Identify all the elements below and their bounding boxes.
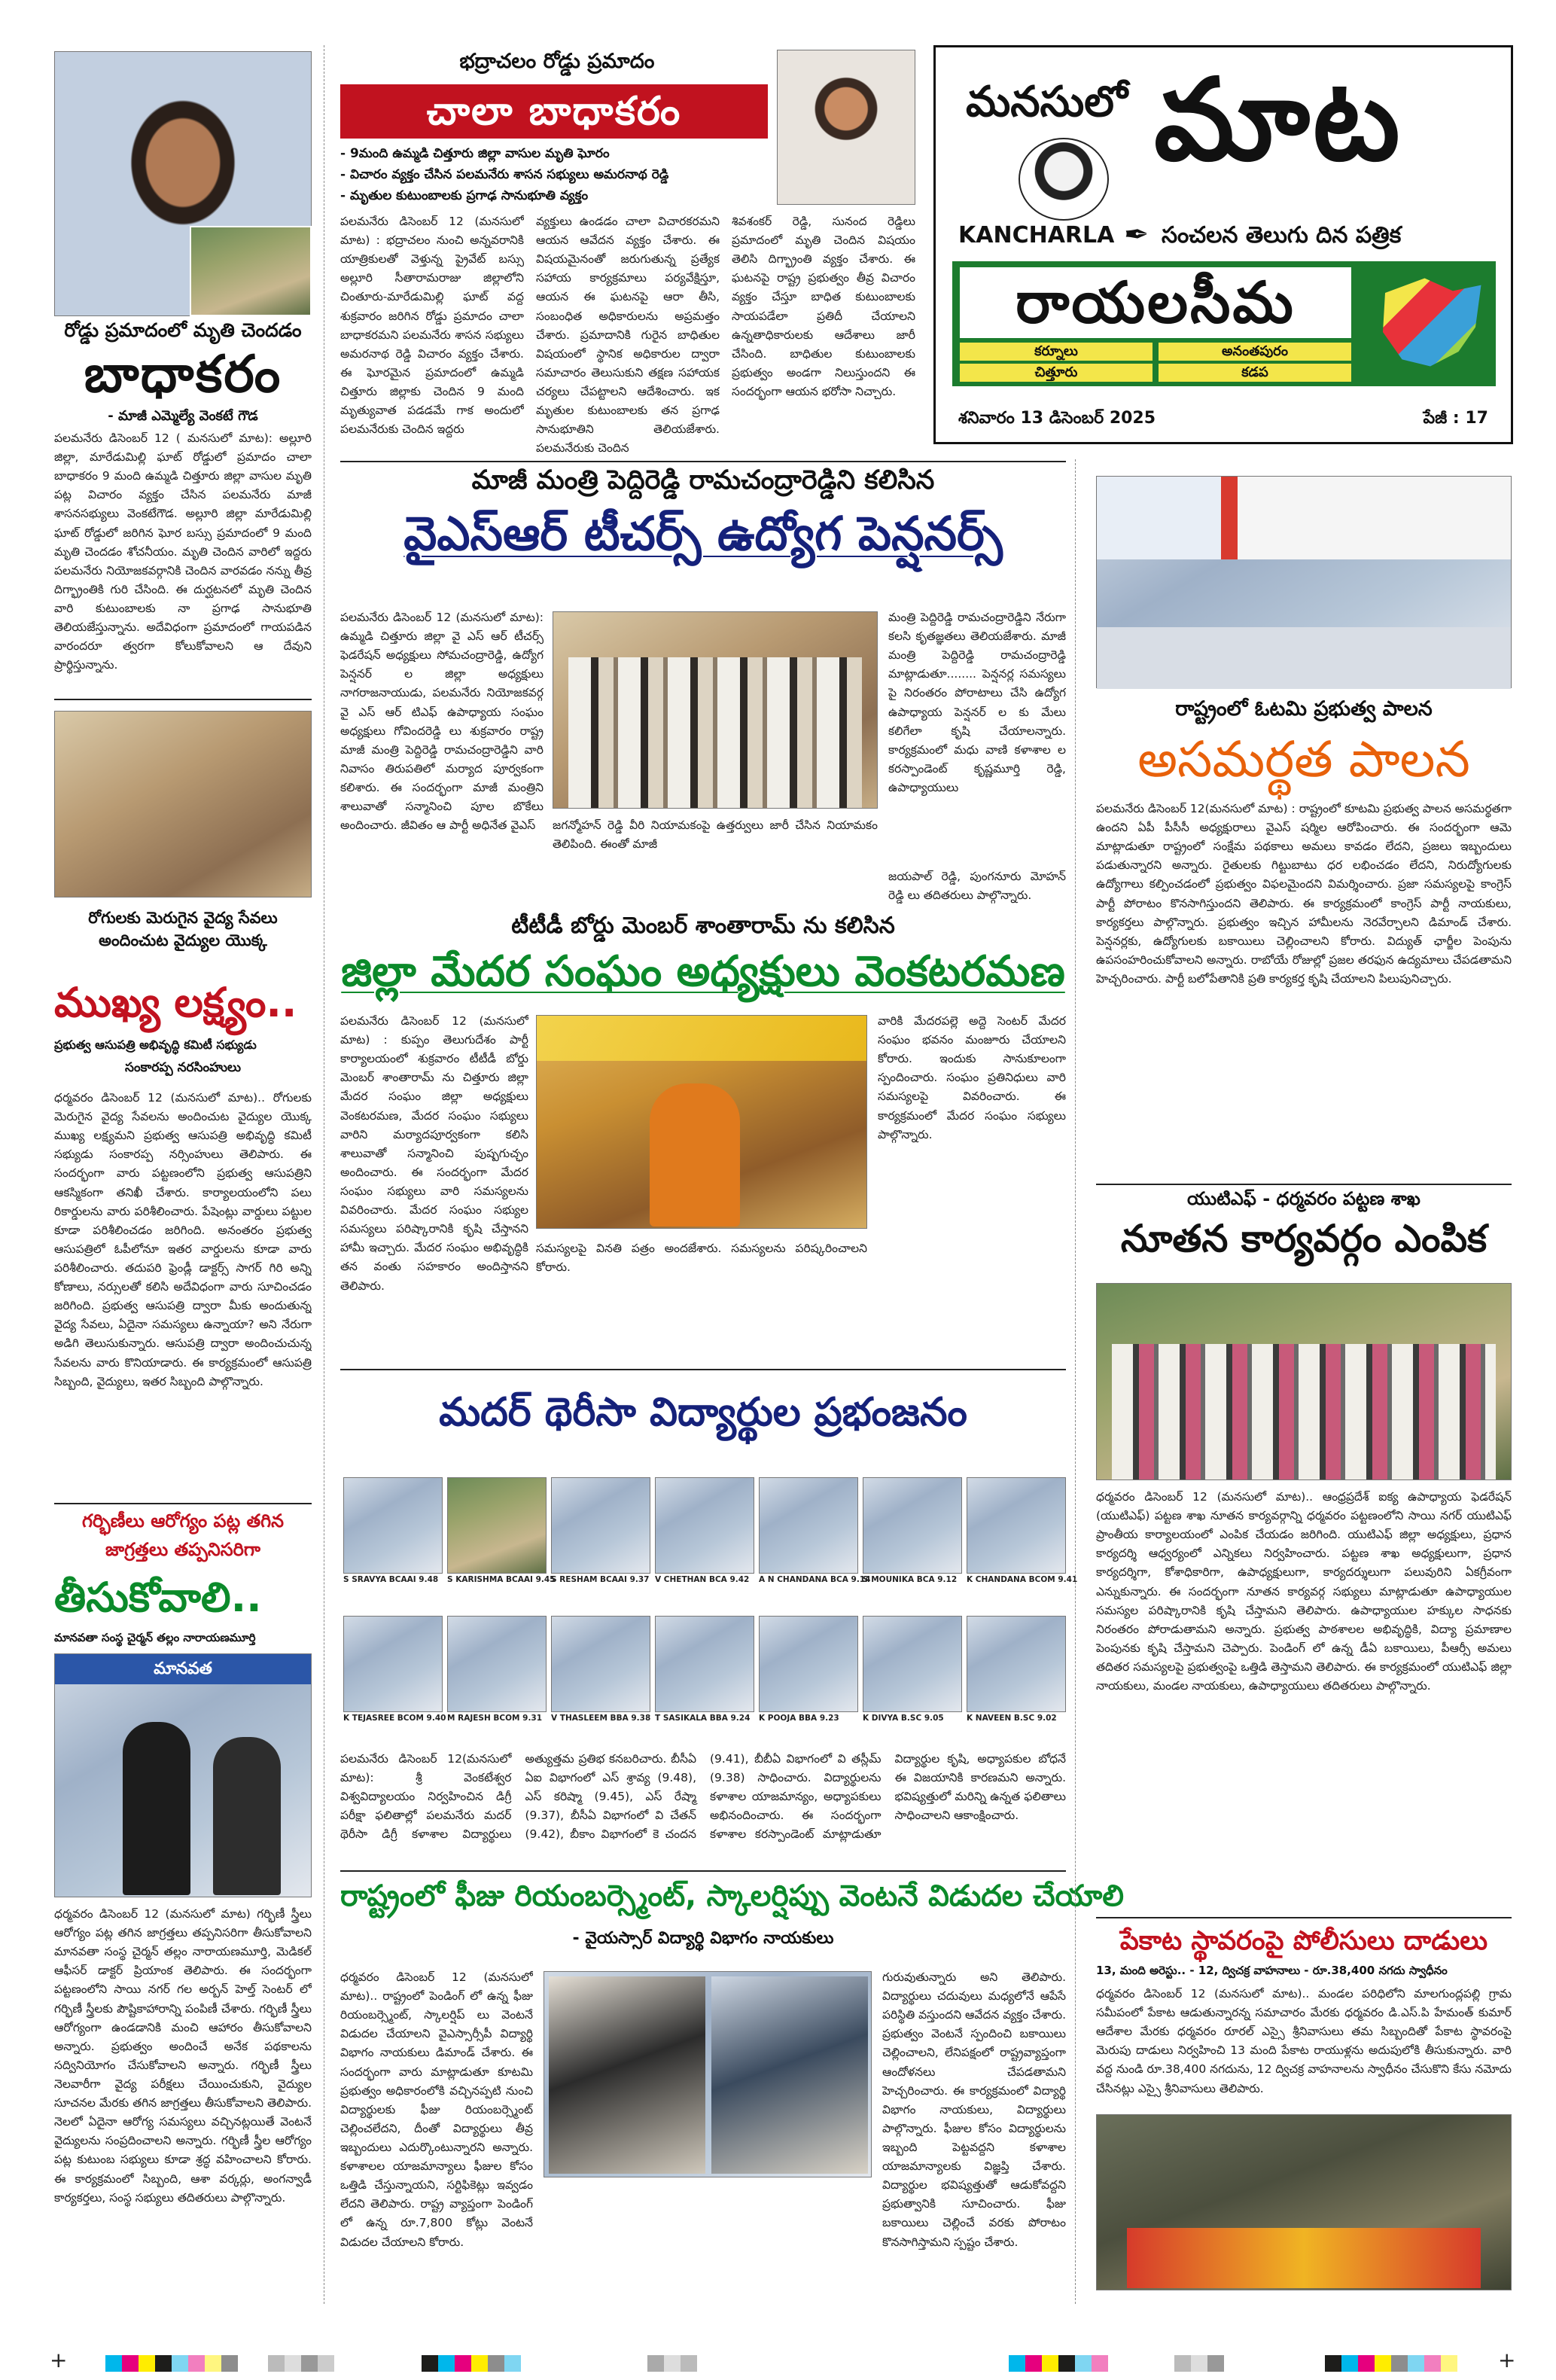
gray-bar-1 xyxy=(268,2355,334,2372)
student-photo xyxy=(343,1616,443,1712)
student-photo xyxy=(863,1477,962,1574)
right-divider-2 xyxy=(1096,1917,1512,1918)
story6-caption: సమస్యలపై వినతి పత్రం అందజేశారు. సమస్యలను పరిష్కరించాలని కోరారు. xyxy=(536,1242,867,1275)
story3-body-right: మంత్రి పెద్దిరెడ్డి రామచంద్రారెడ్డిని నేరుగా కలసి కృతజ్ఞతలు తెలియజేశారు. మాజీ మంత్రి పెద్దిరెడ్డి రామచంద్రారెడ్డి మాట్లాడుతూ........ పెన్షనర్ల సమస్యలు పై నిరంతరం పోరాటాలు చేసి ఉద్యోగ ఉపాధ్యాయ పెన్షనర్ ల కు మేలు కలిగేలా కృషి చేయాలన్నారు. కార్యక్రమంలో మధు వాణి కళాశాల ల కరస్పాండెంట్ కృష్ణమూర్తి రెడ్డి, ఉపాధ్యాయులు xyxy=(888,611,1066,794)
story10-headline: రాష్ట్రంలో ఫీజు రియంబర్స్మెంట్, స్కాలర్షిప్పు వెంటనే విడుదల చేయాలి xyxy=(340,1879,1124,1913)
district-anantapur: అనంతపురం xyxy=(1159,343,1351,361)
story3-photo xyxy=(553,611,878,809)
story4-headline: ముఖ్య లక్ష్యం.. xyxy=(54,979,297,1026)
edition-title-box xyxy=(960,267,1351,338)
story4-byline2: సంకారప్ప నరసింహులు xyxy=(125,1060,241,1075)
story1-headline: బాధాకరం xyxy=(84,345,282,404)
story5-kicker2: జాగ్రత్తలు తప్పనిసరిగా xyxy=(105,1539,260,1560)
student-caption: S KARISHMA BCAAI 9.45 xyxy=(447,1575,556,1584)
center-divider-3 xyxy=(340,1870,1066,1872)
story5-banner: మానవత xyxy=(55,1654,311,1684)
story10-byline: - వైయస్సార్ విద్యార్థి విభాగం నాయకులు xyxy=(572,1929,834,1948)
state-map-icon xyxy=(1374,273,1487,371)
story6-body-left: పలమనేరు డిసెంబర్ 12 (మనసులో మాట) : కుప్పం తెలుగుదేశం పార్టీ కార్యాలయంలో శుక్రవారం టీటీడీ బోర్డు మెంబర్ శాంతారామ్ ను చిత్తూరు జిల్లా మేదర సంఘం జిల్లా అధ్యక్షులు వెంకటరమణ, మేదర సంఘం సభ్యులు వారిని మర్యాదపూర్వకంగా కలిసి శాలువాతో సన్మానించి పుష్పగుచ్ఛం అందించారు. ఈ సందర్భంగా మేదర సంఘం సభ్యులు వారి సమస్యలను వివరించారు. మేదర సంఘం సభ్యుల సమస్యలు పరిష్కారానికి కృషి చేస్తానని హామీ ఇచ్చారు. మేదర సంఘం అభివృద్ధికి తన వంతు సహకారం అందిస్తానని తెలిపారు. xyxy=(340,1014,528,1293)
student-photo xyxy=(967,1616,1066,1712)
story10-photo-left xyxy=(549,1976,705,2174)
story7-photo-banner xyxy=(1097,477,1511,559)
student-caption: K TEJASREE BCOM 9.40 xyxy=(343,1714,446,1723)
story5-kicker1: గర్భిణీలు ఆరోగ్యం పట్ల తగిన xyxy=(82,1510,284,1531)
student-card-10 xyxy=(551,1616,650,1723)
masthead xyxy=(933,45,1513,444)
center-divider-1 xyxy=(340,461,1066,462)
student-card-11 xyxy=(655,1616,754,1723)
student-card-13 xyxy=(863,1616,962,1723)
student-caption: S MOUNIKA BCA 9.12 xyxy=(863,1575,958,1584)
story3-caption-2: జయపాల్ రెడ్డి, పుంగనూరు మోహన్ రెడ్డి లు తదితరులు పాల్గొన్నారు. xyxy=(888,870,1066,903)
story5-body: ధర్మవరం డిసెంబర్ 12 (మనసులో మాట) గర్భిణీ స్త్రీలు ఆరోగ్యం పట్ల తగిన జాగ్రత్తలు తప్పనిసరిగా తీసుకోవాలని మానవతా సంస్థ చైర్మన్ తల్లం నారాయణమూర్తి, మెడికల్ ఆఫీసర్ డాక్టర్ ప్రియాంక తెలిపారు. ఈ సందర్భంగా పట్టణంలోని సాయి నగర్ గల అర్బన్ హెల్త్ సెంటర్ లో గర్భిణీ స్త్రీలకు పౌష్టికాహారాన్ని పంపిణీ చేశారు. గర్భిణీ స్త్రీలు ఆరోగ్యంగా ఉండడానికి మంచి ఆహారం తీసుకోవాలని అన్నారు. ప్రభుత్వం అందించే అనేక పథకాలను సద్వినియోగం చేసుకోవాలని అన్నారు. గర్భిణీ స్త్రీలు నెలవారీగా వైద్య పరీక్షలు చేయించుకుని, వైద్యుల సూచనల మేరకు తగిన జాగ్రత్తలు తీసుకోవాలని తెలిపారు. నెలలో ఏదైనా ఆరోగ్య సమస్యలు వచ్చినట్లయితే వెంటనే వైద్యులను సంప్రదించాలని అన్నారు. గర్భిణీ స్త్రీల ఆరోగ్యం పట్ల కుటుంబ సభ్యులు కూడా శ్రద్ధ వహించాలని కోరారు. ఈ కార్యక్రమంలో సిబ్బంది, ఆశా వర్కర్లు, అంగన్వాడీ కార్యకర్తలు, సంస్థ సభ్యులు తదితరులు పాల్గొన్నారు. xyxy=(54,1907,312,2205)
gray-bar-2 xyxy=(647,2355,697,2372)
story9-headline: మదర్ థెరీసా విద్యార్థుల ప్రభంజనం xyxy=(439,1390,967,1435)
story3-headline: వైఎస్ఆర్ టీచర్స్ ఉద్యోగ పెన్షనర్స్ xyxy=(403,506,1003,561)
story3-photo-group xyxy=(568,657,862,808)
story6-kicker: టీటీడీ బోర్డు మెంబర్ శాంతారామ్ ను కలిసిన xyxy=(511,913,895,939)
student-caption: A N CHANDANA BCA 9.14 xyxy=(759,1575,871,1584)
student-caption: S RESHAM BCAAI 9.37 xyxy=(551,1575,650,1584)
story7-body: పలమనేరు డిసెంబర్ 12(మనసులో మాట) : రాష్ట్రంలో కూటమి ప్రభుత్వ పాలన అసమర్థతగా ఉందని ఏపీ పీసీసీ అధ్యక్షురాలు వైఎస్ షర్మిల ఆరోపించారు. ఈ సందర్భంగా ఆమె మాట్లాడుతూ రాష్ట్రంలో సంక్షేమ పథకాలు అమలు కావడం లేదని, ప్రజలు ఇబ్బందులు పడుతున్నారని అన్నారు. రైతులకు గిట్టుబాటు ధర లభించడం లేదని, నిరుద్యోగులకు ఉద్యోగాలు కల్పించడంలో ప్రభుత్వం విఫలమైందని విమర్శించారు. ప్రజా సమస్యలపై కాంగ్రెస్ పార్టీ పోరాటం కొనసాగిస్తుందని తెలిపారు. ఈ కార్యక్రమంలో కాంగ్రెస్ పార్టీ నాయకులు, కార్యకర్తలు పాల్గొన్నారు. ప్రభుత్వం ఇచ్చిన హామీలను నెరవేర్చాలని డిమాండ్ చేశారు. పెన్షనర్లకు, ఉద్యోగులకు బకాయిలు చెల్లించాలని కోరారు. విద్యుత్ ఛార్జీల పెంపును ఉపసంహరించుకోవాలని అన్నారు. రాబోయే రోజుల్లో ప్రజల తరఫున ఉద్యమాలు చేపడతామని హెచ్చరించారు. పార్టీ బలోపేతానికి ప్రతి కార్యకర్త కృషి చేయాలని పిలుపునిచ్చారు. xyxy=(1096,802,1512,986)
story10-body-right: గురువుతున్నారు అని తెలిపారు. విద్యార్థులు చదువులు మధ్యలోనే ఆపేసే పరిస్థితి వస్తుందని ఆవేదన వ్యక్తం చేశారు. ప్రభుత్వం వెంటనే స్పందించి బకాయిలు చెల్లించాలని, లేనిపక్షంలో రాష్ట్రవ్యాప్తంగా ఆందోళనలు చేపడతామని హెచ్చరించారు. ఈ కార్యక్రమంలో విద్యార్థి విభాగం నాయకులు, విద్యార్థులు పాల్గొన్నారు. ఫీజుల కోసం విద్యార్థులను ఇబ్బంది పెట్టవద్దని కళాశాల యాజమాన్యాలకు విజ్ఞప్తి చేశారు. విద్యార్థుల భవిష్యత్తుతో ఆడుకోవద్దని ప్రభుత్వానికి సూచించారు. ఫీజు బకాయిలు చెల్లించే వరకు పోరాటం కొనసాగిస్తామని స్పష్టం చేశారు. xyxy=(882,1970,1066,2249)
story8-body: ధర్మవరం డిసెంబర్ 12 (మనసులో మాట).. ఆంధ్రప్రదేశ్ ఐక్య ఉపాధ్యాయ ఫెడరేషన్ (యుటిఎఫ్) పట్టణ శాఖ నూతన కార్యవర్గాన్ని ధర్మవరం పట్టణంలోని సాయి నగర్ యుటిఎఫ్ ప్రాంతీయ కార్యాలయంలో ఎంపిక చేయడం జరిగింది. యుటిఎఫ్ జిల్లా అధ్యక్షులు, ప్రధాన కార్యదర్శి ఆధ్వర్యంలో ఎన్నికలు నిర్వహించారు. పట్టణ శాఖ అధ్యక్షులుగా, ప్రధాన కార్యదర్శిగా, కోశాధికారిగా, ఉపాధ్యక్షులుగా, కార్యదర్శులుగా పలువురిని ఏకగ్రీవంగా ఎన్నుకున్నారు. ఈ సందర్భంగా నూతన కార్యవర్గ సభ్యులు మాట్లాడుతూ ఉపాధ్యాయుల సమస్యల పరిష్కారానికి కృషి చేస్తామని తెలిపారు. ఉపాధ్యాయుల హక్కుల సాధనకు నిరంతరం పోరాడుతామని అన్నారు. ప్రభుత్వ పాఠశాలల అభివృద్ధికి, విద్యా ప్రమాణాల పెంపునకు కృషి చేస్తామని చెప్పారు. పెండింగ్ లో ఉన్న డీఏ బకాయిలు, పీఆర్సీ అమలు తదితర సమస్యలపై ప్రభుత్వంపై ఒత్తిడి తెస్తామని తెలిపారు. ఈ కార్యక్రమంలో యుటిఎఫ్ జిల్లా నాయకులు, మండల నాయకులు, ఉపాధ్యాయులు తదితరులు పాల్గొన్నారు. xyxy=(1096,1490,1512,1693)
color-bar-2 xyxy=(422,2355,521,2372)
student-caption: K CHANDANA BCOM 9.41 xyxy=(967,1575,1078,1584)
center-divider-2 xyxy=(340,1369,1066,1370)
story11-headline: పేకాట స్థావరంపై పోలీసులు దాడులు xyxy=(1119,1926,1488,1956)
story2-body-col3: శివశంకర్ రెడ్డి, సునంద రెడ్డిలు ప్రమాదంలో మృతి చెందిన విషయం తెలిసి దిగ్భ్రాంతి వ్యక్తం చేశారు. ఈ ఘటనపై రాష్ట్ర ప్రభుత్వం తీవ్ర విచారం వ్యక్తం చేస్తూ బాధిత కుటుంబాలకు సాయపడేలా ప్రతిదీ చేయాలని ఉన్నతాధికారులకు ఆదేశాలు జారీ చేసింది. బాధితుల కుటుంబాలకు ప్రభుత్వం అండగా నిలుస్తుందని ఈ సందర్భంగా ఆయన భరోసా నిచ్చారు. xyxy=(732,215,915,398)
student-card-5 xyxy=(759,1477,871,1584)
masthead-date: శనివారం 13 డిసెంబర్ 2025 xyxy=(958,409,1156,428)
col1-divider-1 xyxy=(54,699,312,700)
crop-mark-left: + xyxy=(50,2348,68,2372)
story1-body: పలమనేరు డిసెంబర్ 12 ( మనసులో మాట): అల్లూరి జిల్లా, మారేడుమిల్లి ఘాట్ రోడ్డులో ప్రమాదం చాలా బాధాకరం 9 మంది ఉమ్మడి చిత్తూరు జిల్లా వాసుల మృతి పట్ల విచారం వ్యక్తం చేసిన పలమనేరు మాజీ శాసనసభ్యులు వెంకటేగౌడ. అల్లూరి జిల్లా మారేడుమిల్లి ఘాట్ రోడ్డులో జరిగిన ఘోర బస్సు ప్రమాదంలో 9 మంది మృతి చెందడం శోచనీయం. మృతి చెందిన వారిలో ఇద్దరు పలమనేరు నియోజకవర్గానికి చెందిన వారవడం నన్ను తీవ్ర దిగ్భ్రాంతికి గురి చేసింది. ఈ దుర్ఘటనలో మృతి చెందిన వారి కుటుంబాలకు నా ప్రగాఢ సానుభూతి తెలియజేస్తున్నాను. అదేవిధంగా ప్రమాదంలో గాయపడిన వారందరూ త్వరగా కోలుకోవాలని ఆ దేవుని ప్రార్థిస్తున్నాను. xyxy=(54,431,312,672)
story11-subhead: 13, మంది అరెస్టు.. - 12, ద్విచక్ర వాహనాలు - రూ.38,400 నగదు స్వాధీనం xyxy=(1096,1964,1448,1977)
student-card-14 xyxy=(967,1616,1066,1723)
student-card-6 xyxy=(863,1477,962,1584)
story11-photo xyxy=(1096,2114,1512,2290)
col1-divider-2 xyxy=(54,1503,312,1504)
story1-inset-photo xyxy=(190,226,312,316)
story4-kicker: రోగులకు మెరుగైన వైద్య సేవలు అందించుట వైద్యుల యొక్క xyxy=(88,909,278,950)
edition-title: రాయలసీమ xyxy=(1016,269,1296,336)
student-photo xyxy=(863,1616,962,1712)
student-caption: V THASLEEM BBA 9.38 xyxy=(551,1714,651,1723)
story8-photo xyxy=(1096,1283,1512,1480)
col-separator-2 xyxy=(1075,459,1076,2304)
masthead-tagline: సంచలన తెలుగు దిన పత్రిక xyxy=(1162,222,1402,248)
story4-body: ధర్మవరం డిసెంబర్ 12 (మనసులో మాట).. రోగులకు మెరుగైన వైద్య సేవలను అందించుట వైద్యుల యొక్క ముఖ్య లక్ష్యమని ప్రభుత్వ ఆసుపత్రి అభివృద్ధి కమిటీ సభ్యుడు సంకారప్ప నర్సింహులు తెలిపారు. ఈ సందర్భంగా వారు పట్టణంలోని ప్రభుత్వ ఆసుపత్రిని ఆకస్మికంగా తనిఖీ చేశారు. కార్యాలయంలోని పలు రికార్డులను వారు పరిశీలించారు. పేషెంట్లు వార్డులు పట్టుల కూడా పరిశీలించడం జరిగింది. అనంతరం ప్రభుత్వ ఆసుపత్రిలో ఓపీలోనూ ఇతర వార్డులను కూడా వారు పరిశీలించారు. తదుపరి ఫ్రెండ్లీ డాక్టర్స్ సాగర్ గిరి అన్ని కోణాలు, నర్సులతో కలిసి అదేవిధంగా వారు సూచించడం జరిగింది. ప్రభుత్వ ఆసుపత్రి ద్వారా మీకు అందుతున్న వైద్య సేవలు, ఏదైనా సమస్యలు ఉన్నాయా? అని నేరుగా అడిగి తెలుసుకున్నారు. ఆసుపత్రి ద్వారా అందించుచున్న సేవలను వారు కొనియాడారు. ఈ కార్యక్రమంలో ఆసుపత్రి సిబ్బంది, వైద్యులు, ఇతర సిబ్బంది పాల్గొన్నారు. xyxy=(54,1091,312,1388)
student-caption: S SRAVYA BCAAI 9.48 xyxy=(343,1575,439,1584)
story2-headline-box xyxy=(340,84,768,139)
student-card-7 xyxy=(967,1477,1078,1584)
color-bar-4 xyxy=(1325,2355,1457,2372)
student-card-1 xyxy=(343,1477,443,1584)
story2-bullet-3: - మృతుల కుటుంబాలకు ప్రగాఢ సానుభూతి వ్యక్తం xyxy=(340,188,589,203)
masthead-brand: KANCHARLA xyxy=(958,222,1115,248)
crop-mark-right: + xyxy=(1498,2348,1516,2372)
story4-byline1: ప్రభుత్వ ఆసుపత్రి అభివృద్ధి కమిటీ సభ్యుడు xyxy=(54,1038,257,1052)
gray-bar-3 xyxy=(1174,2355,1224,2372)
story7-photo-table xyxy=(1097,627,1511,689)
color-bar-1 xyxy=(105,2355,238,2372)
student-caption: K NAVEEN B.SC 9.02 xyxy=(967,1714,1057,1723)
story2-body-col2: వ్యక్తులు ఉండడం చాలా విచారకరమని ఆయన ఆవేదన వ్యక్తం చేశారు. ఈ విషయమైనంతో జరుగుతున్న ప్రత్యేక సహాయ కార్యక్రమాలు పర్యవేక్షిస్తూ, ఆయన ఈ ఘటనపై ఆరా తీసి, సంబంధిత అధికారులను అప్రమత్తం చేశారు. ప్రమాదానికి గురైన బాధితుల విషయంలో స్థానిక అధికారుల ద్వారా సమాచారం తెలుసుకుని తక్షణ సహాయక చర్యలు చేపట్టాలని ఆదేశించారు. ఇక మృతుల కుటుంబాలకు తన ప్రగాఢ సానుభూతిని తెలియజేశారు. పలమనేరుకు చెందిన xyxy=(536,215,720,455)
masthead-logo-portrait xyxy=(1019,138,1109,221)
student-caption: T SASIKALA BBA 9.24 xyxy=(655,1714,751,1723)
student-photo xyxy=(447,1477,547,1574)
story6-headline: జిల్లా మేదర సంఘం అధ్యక్షులు వెంకటరమణ xyxy=(341,947,1065,996)
color-bar-3 xyxy=(1009,2355,1108,2372)
story3-caption: జగన్మోహన్ రెడ్డి వీరి నియామకంపై ఉత్తర్వులు జారీ చేసిన నియామకం తెలిపింది. ఈంతో మాజీ xyxy=(553,818,878,852)
story5-photo xyxy=(54,1653,312,1897)
story3-kicker: మాజీ మంత్రి పెద్దిరెడ్డి రామచంద్రారెడ్డిని కలిసిన xyxy=(471,465,935,495)
student-photo xyxy=(551,1477,650,1574)
story5-photo-figure-2 xyxy=(213,1737,281,1895)
story8-kicker: యుటిఎఫ్ - ధర్మవరం పట్టణ శాఖ xyxy=(1187,1188,1420,1209)
student-caption: M RAJESH BCOM 9.31 xyxy=(447,1714,543,1723)
story8-photo-group xyxy=(1112,1344,1496,1480)
student-photo xyxy=(655,1477,754,1574)
student-card-2 xyxy=(447,1477,556,1584)
story6-photo-banner xyxy=(537,1016,866,1061)
story9-body: పలమనేరు డిసెంబర్ 12(మనసులో మాట): శ్రీ వెంకటేశ్వర విశ్వవిద్యాలయం నిర్వహించిన డిగ్రీ పరీక్షా ఫలితాల్లో పలమనేరు మదర్ థెరీసా డిగ్రీ కళాశాల విద్యార్థులు అత్యుత్తమ ప్రతిభ కనబరిచారు. బీసీఏ ఏఐ విభాగంలో ఎస్ శ్రావ్య (9.48), ఎస్ కరిష్మా (9.45), ఎస్ రేష్మా (9.37), బీసీఏ విభాగంలో వి చేతన్ (9.42), బీకాం విభాగంలో కె చందన (9.41), బీబీఏ విభాగంలో వి తస్లీమ్ (9.38) సాధించారు. విద్యార్థులను కళాశాల యాజమాన్యం, అధ్యాపకులు అభినందించారు. ఈ సందర్భంగా కళాశాల కరస్పాండెంట్ మాట్లాడుతూ విద్యార్థుల కృషి, అధ్యాపకుల బోధనే ఈ విజయానికి కారణమని అన్నారు. భవిష్యత్తులో మరిన్ని ఉన్నత ఫలితాలు సాధించాలని ఆకాంక్షించారు. xyxy=(340,1752,1066,1842)
right-divider-1 xyxy=(1096,1184,1512,1185)
student-card-12 xyxy=(759,1616,858,1723)
story4-photo xyxy=(54,711,312,897)
story10-body-left: ధర్మవరం డిసెంబర్ 12 (మనసులో మాట).. రాష్ట్రంలో పెండింగ్ లో ఉన్న ఫీజు రియంబర్స్మెంట్, స్కాలర్షిప్ లు వెంటనే విడుదల చేయాలని వైఎస్సార్సీపీ విద్యార్థి విభాగం నాయకులు డిమాండ్ చేశారు. ఈ సందర్భంగా వారు మాట్లాడుతూ కూటమి ప్రభుత్వం అధికారంలోకి వచ్చినప్పటి నుంచి విద్యార్థులకు ఫీజు రియంబర్స్మెంట్ చెల్లించలేదని, దీంతో విద్యార్థులు తీవ్ర ఇబ్బందులు ఎదుర్కొంటున్నారని అన్నారు. కళాశాలల యాజమాన్యాలు ఫీజుల కోసం ఒత్తిడి చేస్తున్నాయని, సర్టిఫికెట్లు ఇవ్వడం లేదని తెలిపారు. రాష్ట్ర వ్యాప్తంగా పెండింగ్ లో ఉన్న రూ.7,800 కోట్లు వెంటనే విడుదల చేయాలని కోరారు. xyxy=(340,1970,533,2249)
student-photo xyxy=(343,1477,443,1574)
story1-byline: - మాజీ ఎమ్మెల్యే వెంకటే గౌడ xyxy=(108,408,258,424)
student-card-9 xyxy=(447,1616,547,1723)
story11-body: ధర్మవరం డిసెంబర్ 12 (మనసులో మాట).. మండల పరిధిలోని మాలగుంద్లపల్లి గ్రామ సమీపంలో పేకాట ఆడుతున్నారన్న సమాచారం మేరకు ధర్మవరం డి.ఎస్.పి హేమంత్ కుమార్ ఆదేశాల మేరకు ధర్మవరం రూరల్ ఎస్సై శ్రీనివాసులు తమ సిబ్బందితో పేకాట స్థావరంపై మెరుపు దాడులు నిర్వహించి 13 మంది పేకాట రాయుళ్లను అదుపులోకి తీసుకున్నారు. వారి వద్ద నుండి రూ.38,400 నగదును, 12 ద్విచక్ర వాహనాలను స్వాధీనం చేసుకొని కేసు నమోదు చేసినట్లు ఎస్సై శ్రీనివాసులు తెలిపారు. xyxy=(1096,1987,1512,2095)
story5-photo-figure xyxy=(123,1722,190,1895)
student-caption: K DIVYA B.SC 9.05 xyxy=(863,1714,944,1723)
student-caption: K POOJA BBA 9.23 xyxy=(759,1714,839,1723)
story2-body-col1: పలమనేరు డిసెంబర్ 12 (మనసులో మాట) : భద్రాచలం నుంచి అన్నవరానికి యాత్రికులతో వెళ్తున్న ప్రైవేట్ బస్సు అల్లూరి సీతారామరాజు జిల్లాలోని చింతూరు-మారేడుమిల్లి ఘాట్ వద్ద శుక్రవారం జరిగిన రోడ్డు ప్రమాదం చాలా బాధాకరమని పలమనేరు శాసన సభ్యులు అమరనాథ రెడ్డి విచారం వ్యక్తం చేశారు. ఈ ఘోరమైన ప్రమాదంలో ఉమ్మడి చిత్తూరు జిల్లాకు చెందిన 9 మంది మృత్యువాత పడడమే గాక అందులో పలమనేరుకు చెందిన ఇద్దరు xyxy=(340,215,524,437)
story10-photo-right xyxy=(711,1976,868,2174)
student-photo xyxy=(759,1616,858,1712)
student-card-3 xyxy=(551,1477,650,1584)
student-photo xyxy=(447,1616,547,1712)
district-kurnool: కర్నూలు xyxy=(960,343,1153,361)
story6-body-right: వారికి మేదరపల్లె అద్దె సెంటర్ మేదర సంఘం భవనం మంజూరు చేయాలని కోరారు. ఇందుకు సానుకూలంగా స్పందించారు. సంఘం ప్రతినిధులు వారి సమస్యలపై వివరించారు. ఈ కార్యక్రమంలో మేదర సంఘం సభ్యులు పాల్గొన్నారు. xyxy=(878,1014,1066,1141)
student-photo xyxy=(551,1616,650,1712)
story7-headline: అసమర్థత పాలన xyxy=(1137,730,1470,788)
story2-photo xyxy=(777,50,915,205)
story6-photo xyxy=(536,1015,867,1229)
masthead-title-big: మాట xyxy=(1154,55,1403,186)
edition-banner xyxy=(952,261,1496,386)
story2-bullet-1: - 9మంది ఉమ్మడి చిత్తూరు జిల్లా వాసుల మృతి ఘోరం xyxy=(340,146,610,161)
student-card-4 xyxy=(655,1477,754,1584)
district-chittoor: చిత్తూరు xyxy=(960,364,1153,382)
story2-bullet-2: - విచారం వ్యక్తం చేసిన పలమనేరు శాసన సభ్యులు అమరనాథ రెడ్డి xyxy=(340,167,669,182)
story7-photo xyxy=(1096,476,1512,688)
student-card-8 xyxy=(343,1616,446,1723)
student-photo xyxy=(655,1616,754,1712)
pen-icon: ✒ xyxy=(1124,218,1149,252)
story2-headline: చాలా బాధాకరం xyxy=(426,89,682,134)
story10-photo xyxy=(544,1971,872,2177)
story8-headline: నూతన కార్యవర్గం ఎంపిక xyxy=(1120,1217,1487,1260)
masthead-title-small: మనసులో xyxy=(966,78,1128,126)
masthead-page: పేజీ : 17 xyxy=(1423,409,1488,428)
district-kadapa: కడప xyxy=(1159,364,1351,382)
story3-body-left: పలమనేరు డిసెంబర్ 12 (మనసులో మాట): ఉమ్మడి చిత్తూరు జిల్లా వై ఎస్ ఆర్ టీచర్స్ ఫెడరేషన్ అధ్యక్షులు సోమచంద్రారెడ్డి, ఉద్యోగ పెన్షనర్ ల జిల్లా అధ్యక్షులు నాగరాజనాయుడు, పలమనేరు నియోజకవర్గ వై ఎస్ ఆర్ టిఎఫ్ ఉపాధ్యాయ సంఘం అధ్యక్షులు గోవిందరెడ్డి లు శుక్రవారం రాష్ట్ర మాజీ మంత్రి పెద్దిరెడ్డి రామచంద్రారెడ్డిని వారి నివాసం తిరుపతిలో మర్యాద పూర్వకంగా కలిశారు. ఈ సందర్భంగా మాజీ మంత్రిని శాలువాతో సన్మానించి పూల బొకేలు అందించారు. జీవితం ఆ పార్టీ అధినేత వైఎస్ xyxy=(340,611,544,833)
story1-kicker: రోడ్డు ప్రమాదంలో మృతి చెందడం xyxy=(64,319,302,341)
story7-kicker: రాష్ట్రంలో ఓటమి ప్రభుత్వ పాలన xyxy=(1175,697,1433,721)
student-photo xyxy=(759,1477,858,1574)
story5-headline: తీసుకోవాలి.. xyxy=(54,1574,262,1621)
story6-photo-figure xyxy=(650,1083,740,1227)
story5-byline: మానవతా సంస్థ చైర్మన్ తల్లం నారాయణమూర్తి xyxy=(54,1631,256,1644)
story2-kicker: భద్రాచలం రోడ్డు ప్రమాదం xyxy=(459,50,655,73)
story11-photo-sheet xyxy=(1127,2228,1481,2288)
student-photo xyxy=(967,1477,1066,1574)
student-caption: V CHETHAN BCA 9.42 xyxy=(655,1575,750,1584)
